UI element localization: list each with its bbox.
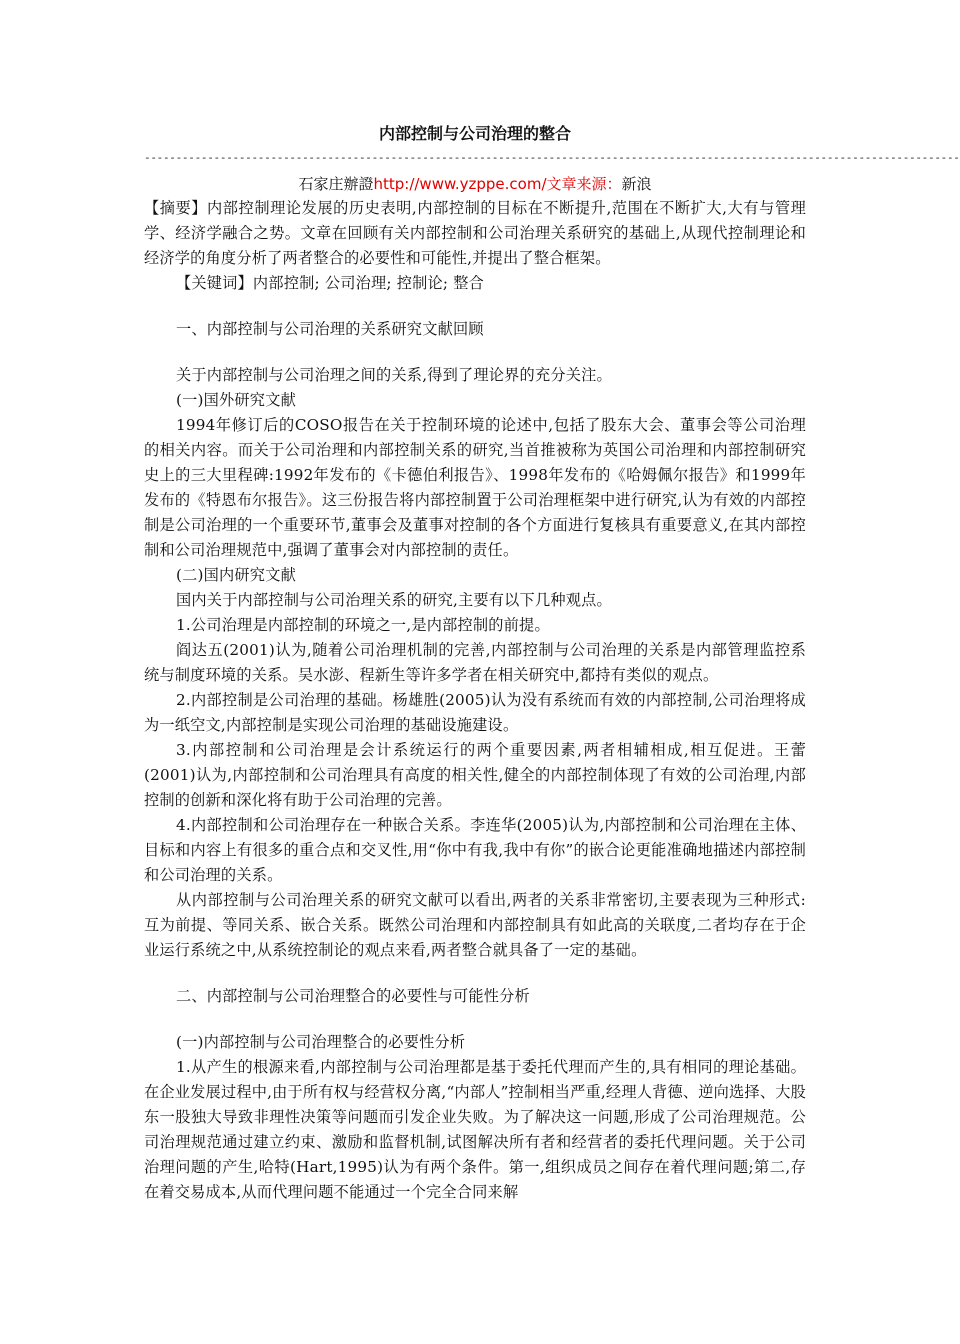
abstract-paragraph: 【摘要】内部控制理论发展的历史表明,内部控制的目标在不断提升,范围在不断扩大,大有与管理学、经济学融合之势。文章在回顾有关内部控制和公司治理关系研究的基础上,从现代控制理论和经济学的角度分析了两者整合的必要性和可能性,并提出了整合框架。	[144, 199, 806, 267]
source-label: 文章来源：	[546, 175, 622, 193]
subsection-heading: (一)国外研究文献	[176, 391, 296, 409]
keywords-paragraph: 【关键词】内部控制; 公司治理; 控制论; 整合	[176, 274, 485, 292]
body-paragraph: 3.内部控制和公司治理是会计系统运行的两个重要因素,两者相辅相成,相互促进。王蕾(2001)认为,内部控制和公司治理具有高度的相关性,健全的内部控制体现了有效的公司治理,内部控制的创新和深化将有助于公司治理的完善。	[144, 741, 806, 809]
document-title: 内部控制与公司治理的整合	[378, 124, 571, 143]
section-heading-2: 二、内部控制与公司治理整合的必要性与可能性分析	[176, 987, 530, 1005]
subsection-heading: (二)国内研究文献	[176, 566, 296, 584]
source-line	[144, 172, 806, 196]
subsection-heading: (一)内部控制与公司治理整合的必要性分析	[176, 1033, 466, 1051]
body-paragraph: 1.公司治理是内部控制的环境之一,是内部控制的前提。	[176, 616, 550, 634]
body-paragraph: 从内部控制与公司治理关系的研究文献可以看出,两者的关系非常密切,主要表现为三种形式:互为前提、等同关系、嵌合关系。既然公司治理和内部控制具有如此高的关联度,二者均存在于企业运行系统之中,从系统控制论的观点来看,两者整合就具备了一定的基础。	[144, 891, 806, 959]
source-name: 新浪	[621, 175, 652, 193]
body-paragraph: 国内关于内部控制与公司治理关系的研究,主要有以下几种观点。	[176, 591, 612, 609]
body-paragraph: 4.内部控制和公司治理存在一种嵌合关系。李连华(2005)认为,内部控制和公司治理在主体、目标和内容上有很多的重合点和交叉性,用“你中有我,我中有你”的嵌合论更能准确地描述内部控制和公司治理的关系。	[144, 816, 806, 884]
separator-line: ---------------------------------------------------------------------------------------------------------------------------------	[144, 151, 960, 164]
source-prefix: 石家庄辦證	[298, 175, 374, 193]
source-url-link[interactable]: http://www.yzppe.com/	[373, 175, 547, 193]
body-paragraph: 1994年修订后的COSO报告在关于控制环境的论述中,包括了股东大会、董事会等公司治理的相关内容。而关于公司治理和内部控制关系的研究,当首推被称为英国公司治理和内部控制研究史上的三大里程碑:1992年发布的《卡德伯利报告》、1998年发布的《哈姆佩尔报告》和1999年发布的《特恩布尔报告》。这三份报告将内部控制置于公司治理框架中进行研究,认为有效的内部控制是公司治理的一个重要环节,董事会及董事对控制的各个方面进行复核具有重要意义,在其内部控制和公司治理规范中,强调了董事会对内部控制的责任。	[144, 416, 806, 559]
body-paragraph: 关于内部控制与公司治理之间的关系,得到了理论界的充分关注。	[176, 366, 612, 384]
body-paragraph: 1.从产生的根源来看,内部控制与公司治理都是基于委托代理而产生的,具有相同的理论基础。在企业发展过程中,由于所有权与经营权分离,“内部人”控制相当严重,经理人背德、逆向选择、大股东一股独大导致非理性决策等问题而引发企业失败。为了解决这一问题,形成了公司治理规范。公司治理规范通过建立约束、激励和监督机制,试图解决所有者和经营者的委托代理问题。关于公司治理问题的产生,哈特(Hart,1995)认为有两个条件。第一,组织成员之间存在着代理问题;第二,存在着交易成本,从而代理问题不能通过一个完全合同来解	[144, 1058, 806, 1201]
body-paragraph: 阎达五(2001)认为,随着公司治理机制的完善,内部控制与公司治理的关系是内部管理监控系统与制度环境的关系。吴水澎、程新生等许多学者在相关研究中,都持有类似的观点。	[144, 641, 806, 684]
document-body	[144, 196, 806, 1205]
body-paragraph: 2.内部控制是公司治理的基础。杨雄胜(2005)认为没有系统而有效的内部控制,公司治理将成为一纸空文,内部控制是实现公司治理的基础设施建设。	[144, 691, 806, 734]
section-heading-1: 一、内部控制与公司治理的关系研究文献回顾	[176, 320, 484, 338]
